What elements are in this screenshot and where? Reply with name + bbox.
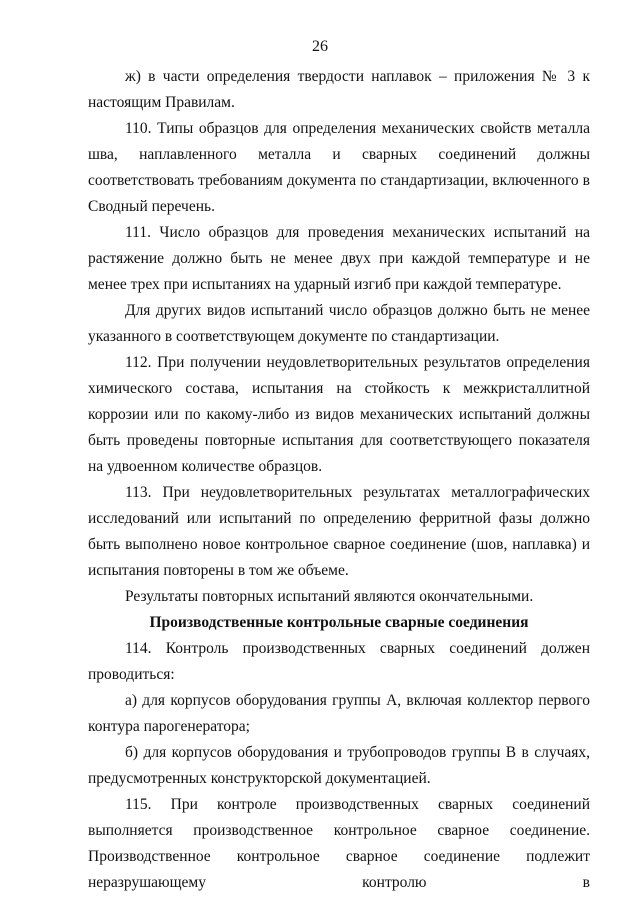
paragraph-results-final: Результаты повторных испытаний являются окончательными. [125,588,534,605]
document-body [88,64,590,896]
paragraph-112: 112. При получении неудовлетворительных результатов определения химического состава, испытания на стойкость к межкристаллитной коррозии или по какому-либо из видов механических испытаний должны быть проведены повторные испытания для соответствующего показателя на удвоенном количестве образцов. [88,354,590,475]
paragraph-114: 114. Контроль производственных сварных соединений должен проводиться: [88,640,590,683]
paragraph-item-zh: ж) в части определения твердости наплавок – приложения № 3 к настоящим Правилам. [88,68,590,111]
paragraph-item-b: б) для корпусов оборудования и трубопроводов группы В в случаях, предусмотренных конструкторской документацией. [88,744,590,787]
paragraph-110: 110. Типы образцов для определения механических свойств металла шва, наплавленного металла и сварных соединений должны соответствовать требованиям документа по стандартизации, включенного в Сводный перечень. [88,120,590,215]
page-number: 26 [312,38,328,55]
paragraph-113: 113. При неудовлетворительных результатах металлографических исследований или испытаний по определению ферритной фазы должно быть выполнено новое контрольное сварное соединение (шов, наплавка) и испытания повторены в том же объеме. [88,484,590,579]
paragraph-other-tests: Для других видов испытаний число образцов должно быть не менее указанного в соответствующем документе по стандартизации. [88,302,590,345]
paragraph-115: 115. При контроле производственных сварных соединений выполняется производственное контрольное сварное соединение. Производственное контрольное сварное соединение подлежит неразрушающему контролю в [88,796,590,891]
section-heading: Производственные контрольные сварные соединения [149,614,529,631]
paragraph-item-a: а) для корпусов оборудования группы А, включая коллектор первого контура парогенератора; [88,692,590,735]
paragraph-111: 111. Число образцов для проведения механических испытаний на растяжение должно быть не менее двух при каждой температуре и не менее трех при испытаниях на ударный изгиб при каждой температуре. [88,224,590,293]
